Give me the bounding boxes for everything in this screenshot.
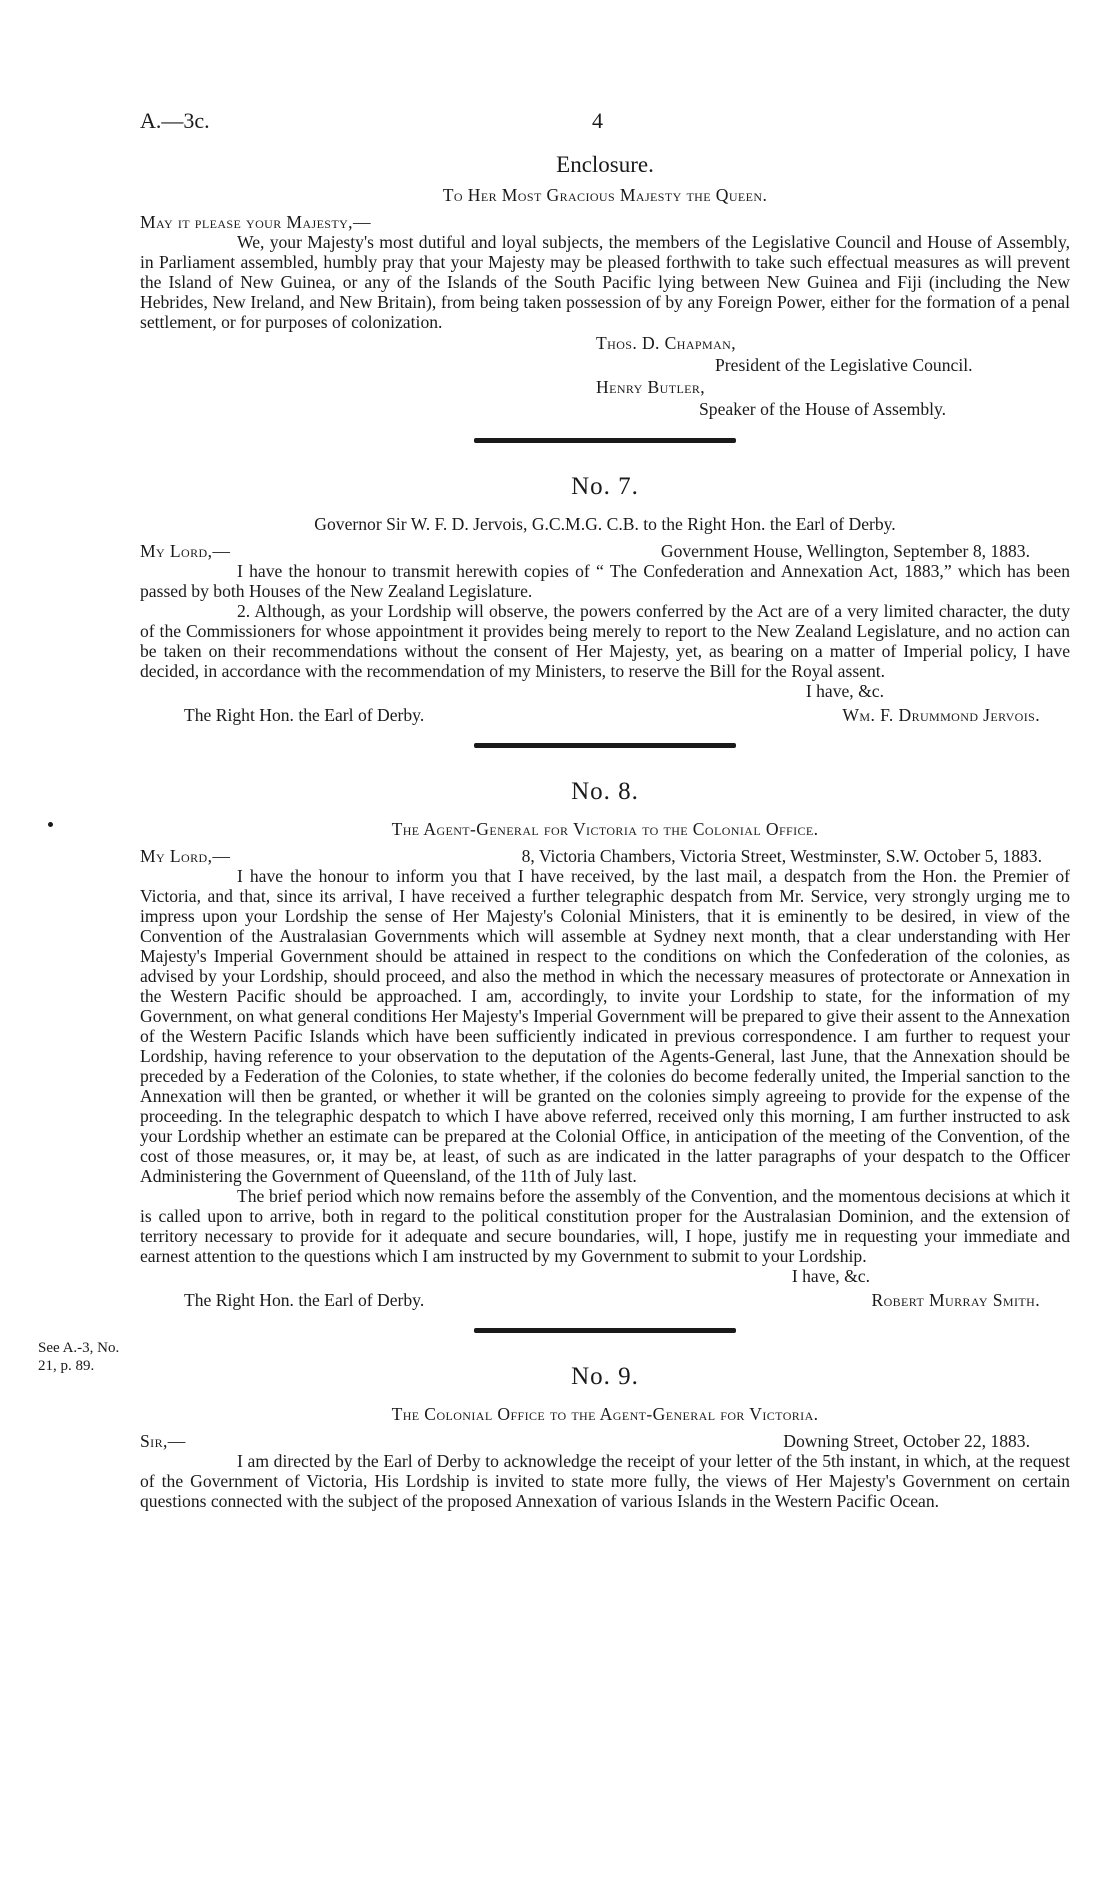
paragraph: 2. Although, as your Lordship will observe, the powers conferred by the Act are of a very limited character, the duty of the Commissioners for whose appointment it provides being merely to report to the New Zealand Legislature, and no action can be taken on their recommendations without the consent of Her Majesty, yet, as bearing on a matter of Imperial policy, I have decided, in accordance with the recommendation of my Ministers, to reserve the Bill for the Royal assent. — [140, 601, 1070, 681]
signature: Wm. F. Drummond Jervois. — [842, 705, 1040, 725]
paragraph: I have the honour to inform you that I have received, by the last mail, a despatch from the Hon. the Premier of Victoria, and that, since its arrival, I have received a further telegraphic despatch from Mr. Service, very strongly urging me to impress upon your Lordship the sense of Her Majesty's Colonial Ministers, that it is eminently to be desired, in view of the Convention of the Australasian Governments which will assemble at Sydney next month, that a clear understanding with Her Majesty's Imperial Government should be attained in respect to the conditions on which the Confederation of the colonies, as advised by your Lordship, should proceed, and also the method in which the necessary measures of protectorate or Annexation in the Western Pacific should be approached. I am, accordingly, to invite your Lordship to state, for the information of my Government, on what general conditions Her Majesty's Imperial Government will be prepared to give their assent to the Annexation of the Western Pacific Islands which have been sufficiently indicated in previous correspondence. I am further to request your Lordship, having reference to your observation to the deputation of the Agents-General, last June, that the Annexation should be preceded by a Federation of the Colonies, to state whether, if the colonies do become federally united, the Imperial sanction to the Annexation will then be granted, or whether it will be granted on the colonies simply agreeing to provide for the expense of the proceeding. In the telegraphic despatch to which I have above referred, received only this morning, I am further instructed to ask your Lordship whether an estimate can be prepared at the Colonial Office, in anticipation of the meeting of the Convention, of the cost of those measures, or, it may be, at least, of such as are indicated in the latter paragraphs of your despatch to the Officer Administering the Government of Queensland, of the 11th of July last. — [140, 866, 1071, 1186]
signatory-title: Speaker of the House of Assembly. — [699, 399, 947, 419]
stray-mark — [48, 822, 53, 827]
margin-note-line-1: See A.-3, No. — [38, 1340, 120, 1356]
salutation-line — [140, 846, 1070, 866]
enclosure-body: We, your Majesty's most dutiful and loyal subjects, the members of the Legislative Council and House of Assembly, in Parliament assembled, humbly pray that your Majesty may be pleased forthwith to take such effectual measures as will prevent the Island of New Guinea, or any of the Islands of the South Pacific lying between New Guinea and Fiji (including the New Hebrides, New Ireland, and New Britain), from being taken possession of by any Foreign Power, either for the formation of a penal settlement, or for purposes of colonization. — [140, 232, 1070, 332]
document-no-7 — [140, 471, 1070, 748]
enclosure-section — [140, 150, 1070, 443]
document-no-9 — [140, 1361, 1070, 1511]
salutation: Sir,— — [140, 1431, 186, 1451]
closing: I have, &c. — [791, 1266, 870, 1286]
sender-address: 8, Victoria Chambers, Victoria Street, Westminster, S.W. October 5, 1883. — [521, 846, 1042, 866]
document-reference: A.—3c. — [140, 108, 210, 133]
document-number: No. 8. — [571, 778, 639, 805]
salutation-line — [140, 541, 1070, 561]
section-divider — [474, 438, 736, 443]
closing-line — [140, 681, 1070, 701]
document-subhead: Governor Sir W. F. D. Jervois, G.C.M.G. C.B. to the Right Hon. the Earl of Derby. — [314, 514, 896, 534]
enclosure-salutation: May it please your Majesty,— — [140, 212, 371, 232]
document-body — [140, 150, 1070, 1511]
sender-address: Downing Street, October 22, 1883. — [783, 1431, 1030, 1451]
sender-address: Government House, Wellington, September 8, 1883. — [660, 541, 1030, 561]
signatory-title: President of the Legislative Council. — [715, 355, 973, 375]
closing: I have, &c. — [805, 681, 884, 701]
page-header — [140, 108, 1074, 138]
margin-note-line-2: 21, p. 89. — [38, 1358, 95, 1374]
document-subhead: The Colonial Office to the Agent-General for Victoria. — [391, 1404, 819, 1424]
margin-note — [38, 1339, 156, 1375]
recipient: The Right Hon. the Earl of Derby. — [184, 705, 425, 725]
signatory-name: Henry Butler, — [596, 377, 706, 397]
closing-line — [140, 1266, 1070, 1286]
salutation-line — [140, 1431, 1070, 1451]
paragraph: The brief period which now remains before the assembly of the Convention, and the momentous decisions at which it is called upon to arrive, both in regard to the political constitution proper for the Australasian Dominion, and the extension of territory necessary to provide for it adequate and secure boundaries, will, I hope, justify me in requesting your immediate and earnest attention to the questions which I am instructed by my Government to submit to your Lordship. — [140, 1186, 1070, 1266]
recipient-signature-line — [140, 705, 1070, 725]
signature-block-1 — [140, 332, 1070, 420]
section-divider — [474, 1328, 736, 1333]
document-subhead: The Agent-General for Victoria to the Colonial Office. — [391, 819, 819, 839]
salutation: My Lord,— — [140, 846, 231, 866]
signature: Robert Murray Smith. — [871, 1290, 1040, 1310]
section-divider — [474, 743, 736, 748]
recipient-signature-line — [140, 1290, 1070, 1310]
document-number: No. 9. — [571, 1363, 639, 1390]
paragraph: I am directed by the Earl of Derby to acknowledge the receipt of your letter of the 5th instant, in which, at the request of the Government of Victoria, His Lordship is invited to state more fully, the views of Her Majesty's Government on certain questions connected with the subject of the proposed Annexation of various Islands in the Western Pacific Ocean. — [140, 1451, 1070, 1511]
page-number: 4 — [592, 108, 603, 133]
paragraph: I have the honour to transmit herewith copies of “ The Confederation and Annexation Act, 1883,” which has been passed by both Houses of the New Zealand Legislature. — [140, 561, 1070, 601]
salutation: My Lord,— — [140, 541, 231, 561]
document-number: No. 7. — [571, 473, 639, 500]
enclosure-address: To Her Most Gracious Majesty the Queen. — [442, 185, 768, 205]
enclosure-title: Enclosure. — [556, 152, 654, 177]
document-no-8 — [140, 776, 1070, 1333]
recipient: The Right Hon. the Earl of Derby. — [184, 1290, 425, 1310]
signatory-name: Thos. D. Chapman, — [596, 333, 736, 353]
